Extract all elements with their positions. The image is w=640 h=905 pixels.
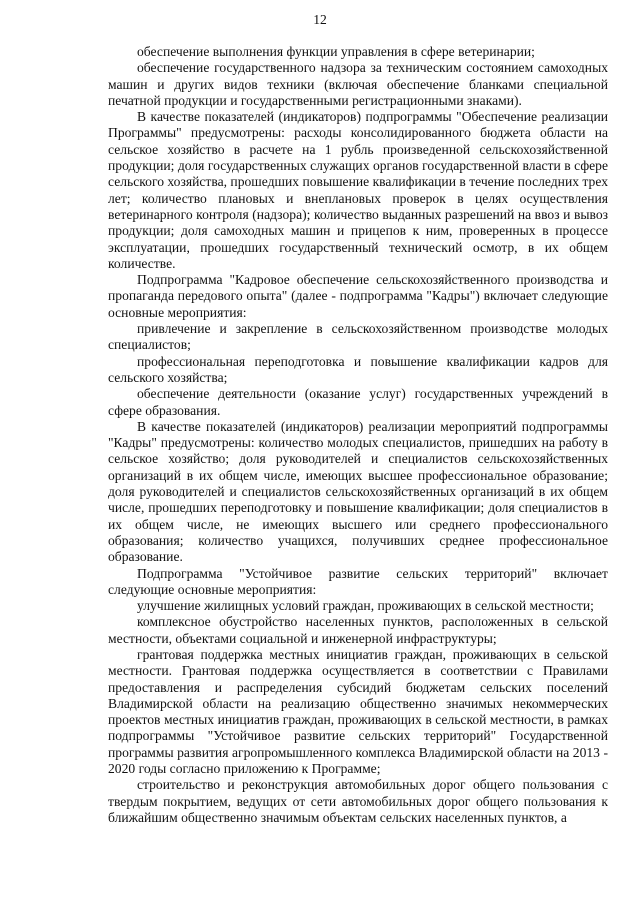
paragraph: обеспечение выполнения функции управления в сфере ветеринарии; xyxy=(137,44,535,59)
paragraph: обеспечение государственного надзора за техническим состоянием самоходных машин и других видов техники (включая обеспечение бланками специальной печатной продукции и государственными регистрационными знаками). xyxy=(108,60,608,108)
paragraph: В качестве показателей (индикаторов) подпрограммы "Обеспечение реализации Программы" предусмотрены: расходы консолидированного бюджета области на сельское хозяйство в расчете на 1 рубль произведенной сельскохозяйственной продукции; доля государственных служащих органов государственной власти в сфере сельского хозяйства, прошедших повышение квалификации в течение последних трех лет; количество плановых и внеплановых проверок в целях осуществления ветеринарного контроля (надзора); количество выданных разрешений на ввоз и вывоз продукции; доля самоходных машин и прицепов к ним, проверенных в процессе эксплуатации, прошедших государственный технический осмотр, в их общем количестве. xyxy=(108,109,608,271)
paragraph: В качестве показателей (индикаторов) реализации мероприятий подпрограммы "Кадры" предусмотрены: количество молодых специалистов, пришедших на работу в сельское хозяйство; доля руководителей и специалистов сельскохозяйственных организаций в их общем числе, имеющих высшее профессиональное образование; доля руководителей и специалистов сельскохозяйственных организаций в их общем числе, прошедших переподготовку и повышение квалификации; доля специалистов в их общем числе, не имеющих высшего или среднего профессионального образования; количество учащихся, получивших среднее профессиональное образование. xyxy=(108,418,608,565)
paragraph: привлечение и закрепление в сельскохозяйственном производстве молодых специалистов; xyxy=(108,321,608,353)
paragraph: улучшение жилищных условий граждан, проживающих в сельской местности; xyxy=(137,598,594,614)
paragraph: Подпрограмма "Устойчивое развитие сельских территорий" включает следующие основные мероприятия: xyxy=(108,565,608,597)
paragraph: обеспечение деятельности (оказание услуг) государственных учреждений в сфере образования. xyxy=(108,386,608,418)
document-body xyxy=(108,44,608,826)
paragraph: строительство и реконструкция автомобильных дорог общего пользования с твердым покрытием, ведущих от сети автомобильных дорог общего пользования к ближайшим общественно значимым объектам сельских населенных пунктов, а xyxy=(108,777,608,825)
paragraph: Подпрограмма "Кадровое обеспечение сельскохозяйственного производства и пропаганда передового опыта" (далее - подпрограмма "Кадры") включает следующие основные мероприятия: xyxy=(108,272,608,320)
paragraph: комплексное обустройство населенных пунктов, расположенных в сельской местности, объектами социальной и инженерной инфраструктуры; xyxy=(108,614,608,646)
page-number: 12 xyxy=(313,12,327,27)
paragraph: профессиональная переподготовка и повышение квалификации кадров для сельского хозяйства; xyxy=(108,353,608,385)
paragraph: грантовая поддержка местных инициатив граждан, проживающих в сельской местности. Грантовая поддержка осуществляется в соответствии с Правилами предоставления и распределения субсидий бюджетам сельских поселений Владимирской области на реализацию общественно значимых некоммерческих проектов местных инициатив граждан, проживающих в сельской местности, в рамках подпрограммы "Устойчивое развитие сельских территорий" Государственной программы развития агропромышленного комплекса Владимирской области на 2013 - 2020 годы согласно приложению к Программе; xyxy=(108,646,608,777)
